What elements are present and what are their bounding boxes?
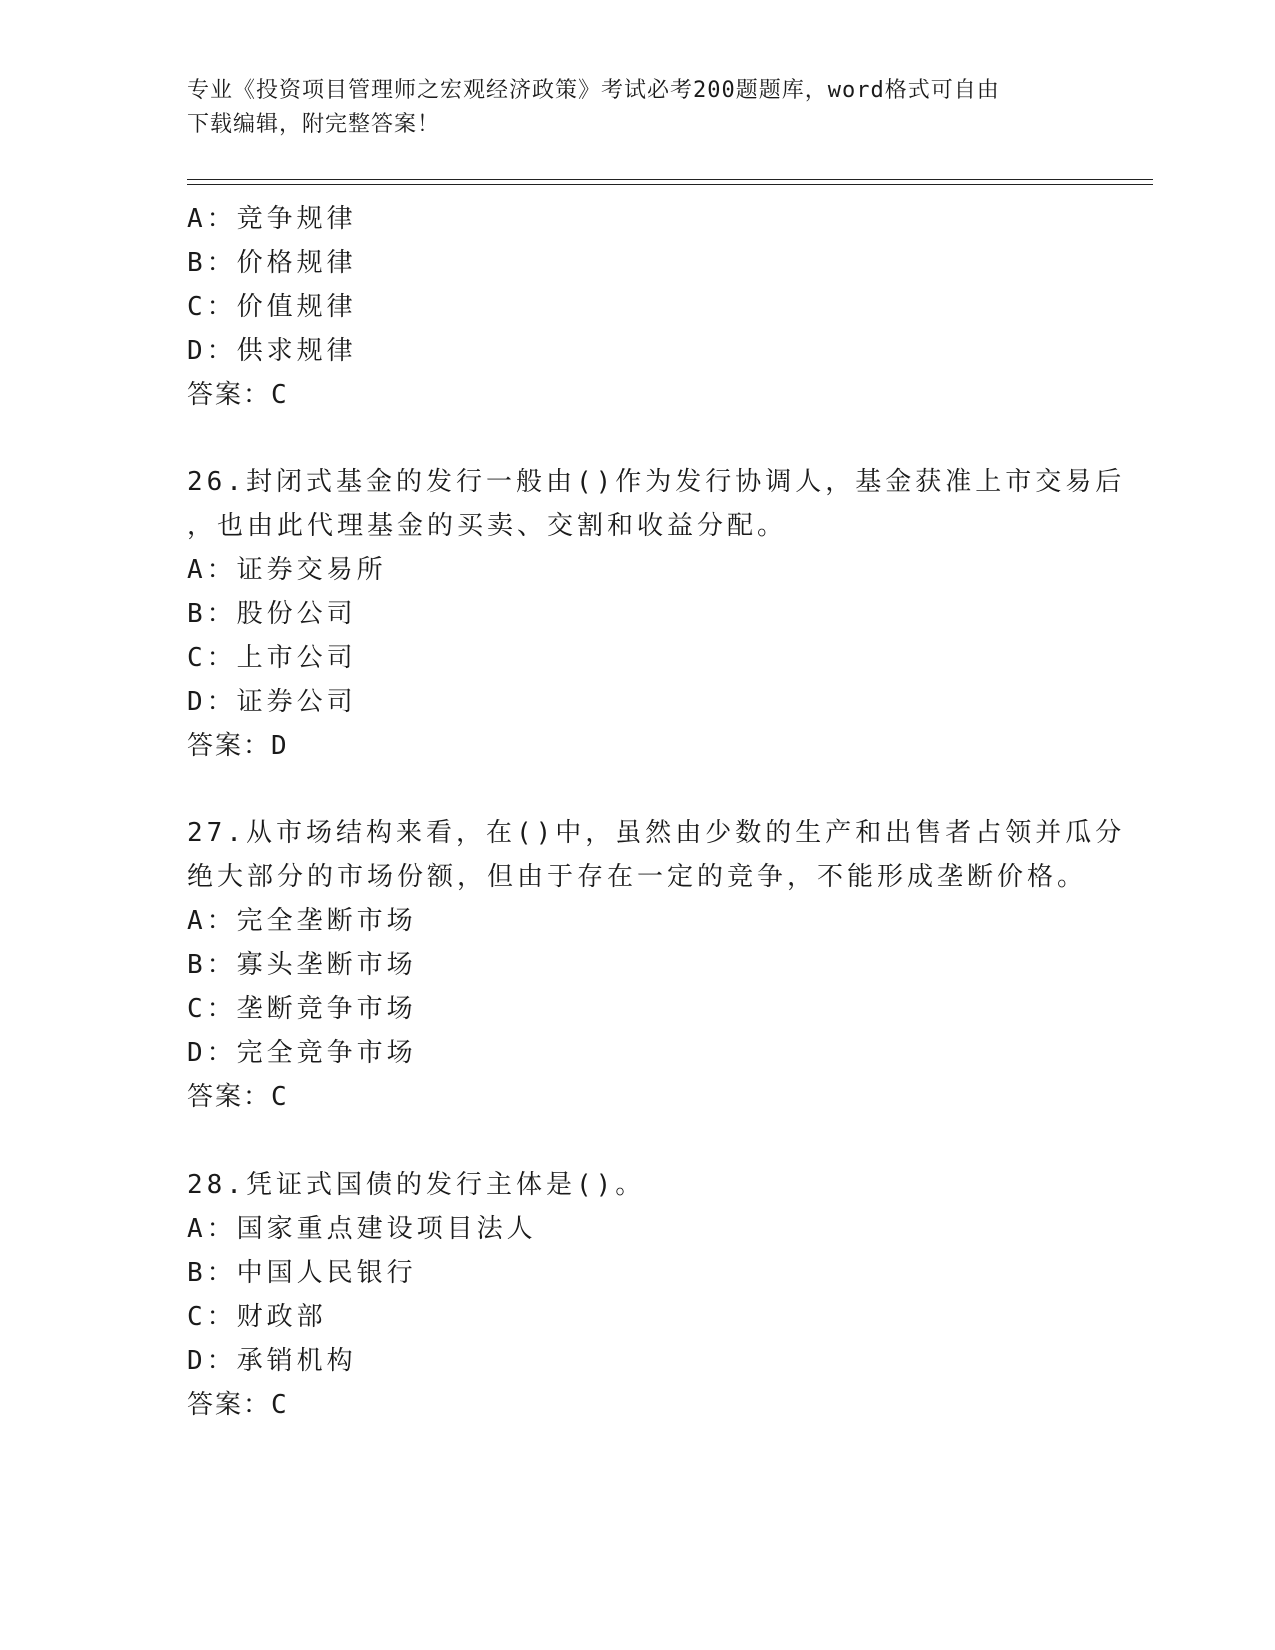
q25-option-d: D：供求规律 [187, 336, 357, 366]
q25-option-a: A：竞争规律 [187, 204, 357, 234]
header-line-2: 下载编辑，附完整答案！ [187, 112, 441, 137]
q25-option-b: B：价格规律 [187, 248, 357, 278]
q25-option-c: C：价值规律 [187, 292, 357, 322]
q27-stem-line-2: 绝大部分的市场份额，但由于存在一定的竞争，不能形成垄断价格。 [187, 862, 1088, 892]
header-line-1: 专业《投资项目管理师之宏观经济政策》考试必考200题题库，word格式可自由 [187, 78, 1000, 103]
q26-stem-line-1: 26.封闭式基金的发行一般由()作为发行协调人，基金获准上市交易后 [187, 467, 1126, 497]
q27-stem-line-1: 27.从市场结构来看，在()中，虽然由少数的生产和出售者占领并瓜分 [187, 818, 1126, 848]
document-header [187, 74, 1087, 142]
q27-answer: 答案：C [187, 1082, 289, 1112]
q28-option-b: B：中国人民银行 [187, 1258, 417, 1288]
q28-stem-line-1: 28.凭证式国债的发行主体是()。 [187, 1170, 646, 1200]
q26-option-c: C：上市公司 [187, 643, 357, 673]
q26-option-a: A：证券交易所 [187, 555, 387, 585]
q26-option-b: B：股份公司 [187, 599, 357, 629]
q26-stem-line-2: ，也由此代理基金的买卖、交割和收益分配。 [187, 511, 788, 541]
q27-option-b: B：寡头垄断市场 [187, 950, 417, 980]
q27-option-c: C：垄断竞争市场 [187, 994, 417, 1024]
q27-option-d: D：完全竞争市场 [187, 1038, 417, 1068]
q27-option-a: A：完全垄断市场 [187, 906, 417, 936]
q28-option-a: A：国家重点建设项目法人 [187, 1214, 537, 1244]
q26-answer: 答案：D [187, 731, 289, 761]
q28-answer: 答案：C [187, 1390, 289, 1420]
header-rule-top [187, 179, 1153, 180]
q28-option-c: C：财政部 [187, 1302, 327, 1332]
q28-option-d: D：承销机构 [187, 1346, 357, 1376]
q26-option-d: D：证券公司 [187, 687, 357, 717]
header-rule-bottom [187, 184, 1153, 185]
q25-answer: 答案：C [187, 380, 289, 410]
